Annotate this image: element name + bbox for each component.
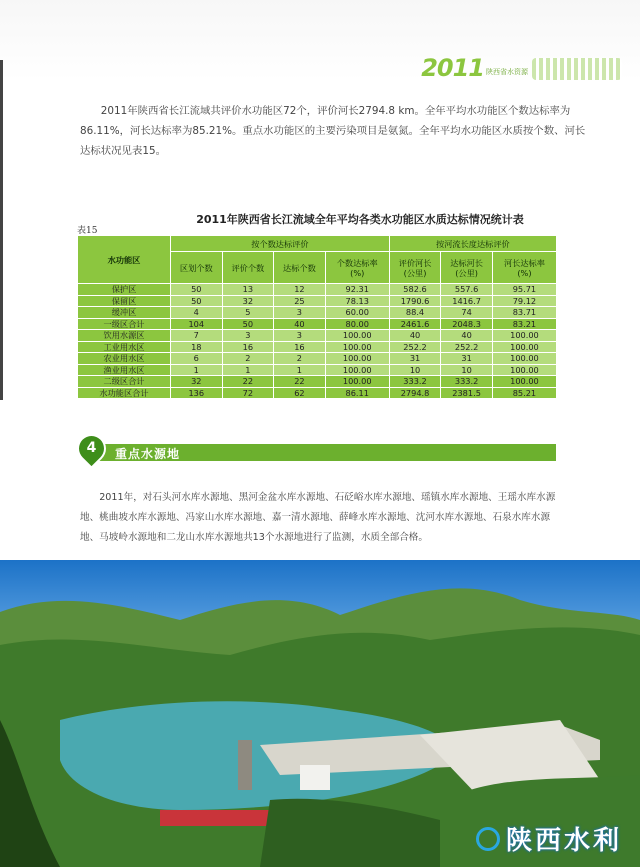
value-cell: 5 (222, 307, 274, 319)
table-row (78, 330, 557, 342)
value-cell: 50 (222, 318, 274, 330)
value-cell: 22 (222, 376, 274, 388)
zone-name-cell: 水功能区合计 (78, 387, 171, 399)
section-header (79, 436, 556, 461)
value-cell: 100.00 (325, 364, 389, 376)
value-cell: 62 (274, 387, 326, 399)
shaanxi-water-logo-icon (476, 827, 500, 851)
value-cell: 2381.5 (441, 387, 493, 399)
value-cell: 2 (274, 353, 326, 365)
value-cell: 79.12 (492, 295, 556, 307)
page-header (0, 0, 640, 80)
value-cell: 104 (171, 318, 223, 330)
value-cell: 50 (171, 284, 223, 296)
value-cell: 40 (441, 330, 493, 342)
water-quality-table (77, 235, 557, 399)
value-cell: 100.00 (492, 330, 556, 342)
value-cell: 16 (274, 341, 326, 353)
value-cell: 557.6 (441, 284, 493, 296)
column-header: 达标河长 (公里) (441, 252, 493, 284)
column-header: 达标个数 (274, 252, 326, 284)
column-header: 个数达标率 (%) (325, 252, 389, 284)
table-row (78, 376, 557, 388)
value-cell: 333.2 (389, 376, 441, 388)
page-edge-bar (0, 60, 3, 400)
value-cell: 100.00 (492, 353, 556, 365)
value-cell: 40 (274, 318, 326, 330)
column-header: 评价个数 (222, 252, 274, 284)
zone-name-cell: 工业用水区 (78, 341, 171, 353)
column-header: 区划个数 (171, 252, 223, 284)
column-header: 评价河长 (公里) (389, 252, 441, 284)
value-cell: 2 (222, 353, 274, 365)
header-year: 2011 (421, 54, 484, 82)
value-cell: 7 (171, 330, 223, 342)
value-cell: 582.6 (389, 284, 441, 296)
value-cell: 31 (441, 353, 493, 365)
table-row (78, 307, 557, 319)
value-cell: 100.00 (492, 376, 556, 388)
value-cell: 2461.6 (389, 318, 441, 330)
water-source-paragraph: 2011年，对石头河水库水源地、黑河金盆水库水源地、石砭峪水库水源地、瑶镇水库水源地、王瑶水库水源地、桃曲坡水库水源地、冯家山水库水源地、嘉一清水源地、薛峰水库水源地、沈河水库水源地、石泉水库水源地、马坡岭水源地和二龙山水库水源地共13个水源地进行了监测，水质全部合格。 (80, 492, 556, 543)
value-cell: 3 (274, 307, 326, 319)
value-cell: 2794.8 (389, 387, 441, 399)
zone-name-cell: 渔业用水区 (78, 364, 171, 376)
table-row (78, 318, 557, 330)
value-cell: 22 (274, 376, 326, 388)
value-cell: 1 (222, 364, 274, 376)
value-cell: 78.13 (325, 295, 389, 307)
value-cell: 72 (222, 387, 274, 399)
value-cell: 12 (274, 284, 326, 296)
value-cell: 31 (389, 353, 441, 365)
zone-name-cell: 缓冲区 (78, 307, 171, 319)
value-cell: 83.71 (492, 307, 556, 319)
value-cell: 88.4 (389, 307, 441, 319)
intro-paragraph: 2011年陕西省长江流域共评价水功能区72个，评价河长2794.8 km。全年平均水功能区个数达标率为86.11%，河长达标率为85.21%。重点水功能区的主要污染项目是氨氮。全年平均水功能区水质按个数、河长达标状况见表15。 (80, 105, 586, 157)
table-title: 2011年陕西省长江流域全年平均各类水功能区水质达标情况统计表 (196, 213, 524, 226)
value-cell: 85.21 (492, 387, 556, 399)
group-header-length: 按河流长度达标评价 (389, 236, 556, 252)
zone-name-cell: 一级区合计 (78, 318, 171, 330)
table-caption: 表15 (77, 226, 98, 236)
value-cell: 74 (441, 307, 493, 319)
value-cell: 50 (171, 295, 223, 307)
table-row (78, 284, 557, 296)
zone-name-cell: 保留区 (78, 295, 171, 307)
reservoir-photo (0, 560, 640, 867)
value-cell: 95.71 (492, 284, 556, 296)
watermark-text: 陕西水利 (505, 826, 622, 856)
table-row (78, 364, 557, 376)
watermark (476, 820, 622, 857)
table-row (78, 387, 557, 399)
report-logo (421, 46, 622, 80)
value-cell: 100.00 (325, 353, 389, 365)
value-cell: 18 (171, 341, 223, 353)
zone-name-cell: 保护区 (78, 284, 171, 296)
zone-name-cell: 二级区合计 (78, 376, 171, 388)
row-header-cell: 水功能区 (78, 236, 171, 284)
value-cell: 252.2 (441, 341, 493, 353)
value-cell: 2048.3 (441, 318, 493, 330)
section-number: 4 (86, 440, 97, 456)
value-cell: 83.21 (492, 318, 556, 330)
value-cell: 10 (389, 364, 441, 376)
zone-name-cell: 农业用水区 (78, 353, 171, 365)
value-cell: 333.2 (441, 376, 493, 388)
value-cell: 60.00 (325, 307, 389, 319)
value-cell: 100.00 (325, 330, 389, 342)
value-cell: 3 (274, 330, 326, 342)
value-cell: 1 (274, 364, 326, 376)
column-header: 河长达标率 (%) (492, 252, 556, 284)
value-cell: 4 (171, 307, 223, 319)
value-cell: 3 (222, 330, 274, 342)
value-cell: 10 (441, 364, 493, 376)
group-header-count: 按个数达标评价 (171, 236, 390, 252)
value-cell: 6 (171, 353, 223, 365)
value-cell: 1416.7 (441, 295, 493, 307)
value-cell: 80.00 (325, 318, 389, 330)
value-cell: 252.2 (389, 341, 441, 353)
value-cell: 16 (222, 341, 274, 353)
zone-name-cell: 饮用水源区 (78, 330, 171, 342)
value-cell: 32 (171, 376, 223, 388)
value-cell: 100.00 (325, 341, 389, 353)
value-cell: 1790.6 (389, 295, 441, 307)
value-cell: 136 (171, 387, 223, 399)
value-cell: 32 (222, 295, 274, 307)
value-cell: 92.31 (325, 284, 389, 296)
value-cell: 1 (171, 364, 223, 376)
wave-decoration-icon (532, 58, 622, 80)
value-cell: 25 (274, 295, 326, 307)
value-cell: 40 (389, 330, 441, 342)
table-row (78, 295, 557, 307)
value-cell: 86.11 (325, 387, 389, 399)
value-cell: 13 (222, 284, 274, 296)
table-row (78, 341, 557, 353)
value-cell: 100.00 (492, 341, 556, 353)
table-row (78, 353, 557, 365)
header-subtitle: 陕西省水资源 (486, 68, 528, 76)
value-cell: 100.00 (492, 364, 556, 376)
value-cell: 100.00 (325, 376, 389, 388)
section-title: 重点水源地 (115, 447, 181, 461)
